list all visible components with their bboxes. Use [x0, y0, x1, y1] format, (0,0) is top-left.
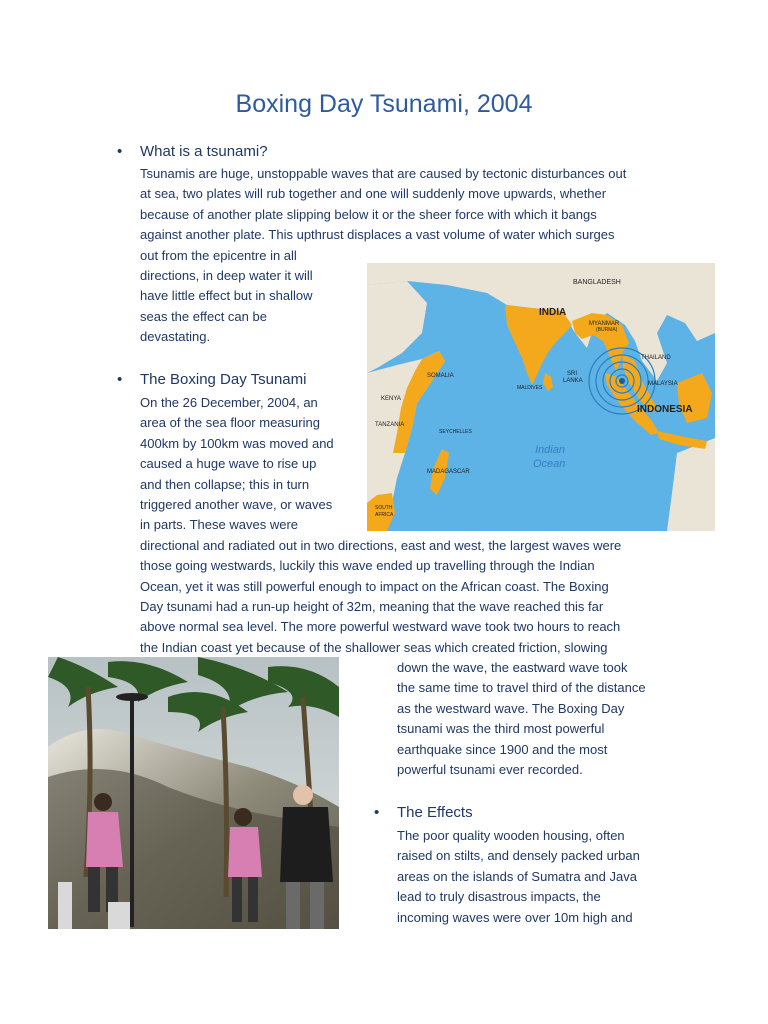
- text-line: caused a huge wave to rise up: [140, 456, 317, 472]
- text-line: the same time to travel third of the distance: [397, 680, 646, 696]
- text-line: seas the effect can be: [140, 308, 267, 324]
- text-line: above normal sea level. The more powerful westward wave took two hours to reach: [140, 619, 621, 635]
- map-label-south-africa-line2: AFRICA: [375, 512, 394, 518]
- bullet-icon: •: [117, 371, 123, 388]
- epicentre-marker: [619, 378, 625, 384]
- text-line: those going westwards, luckily this wave ended up travelling through the Indian: [140, 558, 595, 574]
- map-label-somalia: SOMALIA: [427, 373, 454, 379]
- map-label-myanmar: MYANMAR: [589, 321, 620, 327]
- text-line: at sea, two plates will rub together and one will suddenly move upwards, whether: [140, 186, 607, 202]
- map-label-burma: (BURMA): [596, 327, 618, 333]
- text-line: tsunami was the third most powerful: [397, 721, 605, 737]
- text-line: directions, in deep water it will: [140, 268, 313, 284]
- text-line: because of another plate slipping below it or the sheer force with which it bangs: [140, 206, 597, 222]
- map-label-ocean-line1: Indian: [535, 444, 565, 456]
- text-line: area of the sea floor measuring: [140, 415, 320, 431]
- paragraph-boxing-day-part2: [397, 658, 646, 780]
- map-label-madagascar: MADAGASCAR: [427, 469, 470, 475]
- map-label-sri-lanka-line2: LANKA: [563, 378, 583, 384]
- tsunami-photo: [48, 657, 339, 929]
- map-label-south-africa-line1: SOUTH: [375, 505, 393, 511]
- text-line: raised on stilts, and densely packed urban: [397, 848, 640, 864]
- text-line: against another plate. This upthrust displaces a vast volume of water which surges: [140, 227, 615, 243]
- map-label-bangladesh: BANGLADESH: [573, 279, 621, 286]
- text-line: down the wave, the eastward wave took: [397, 660, 628, 675]
- text-line: lead to truly disastrous impacts, the: [397, 889, 601, 905]
- map-label-tanzania: TANZANIA: [375, 422, 405, 428]
- map-label-maldives: MALDIVES: [517, 385, 543, 391]
- bullet-icon: •: [374, 804, 380, 821]
- text-line: out from the epicentre in all: [140, 247, 297, 263]
- text-line: The poor quality wooden housing, often: [397, 828, 625, 843]
- text-line: triggered another wave, or waves: [140, 497, 333, 513]
- section-heading-effects: [374, 804, 473, 821]
- text-line: devastating.: [140, 329, 211, 345]
- section-heading-what-is-tsunami: [117, 143, 268, 160]
- bullet-icon: •: [117, 143, 123, 160]
- text-line: the Indian coast yet because of the shallower seas which created friction, slowing: [140, 639, 608, 655]
- text-line: as the westward wave. The Boxing Day: [397, 700, 625, 716]
- text-line: have little effect but in shallow: [140, 288, 313, 304]
- map-label-kenya: KENYA: [381, 396, 401, 402]
- text-line: earthquake since 1900 and the most: [397, 741, 608, 757]
- text-line: Tsunamis are huge, unstoppable waves that are caused by tectonic disturbances out: [140, 166, 627, 181]
- text-line: On the 26 December, 2004, an: [140, 395, 318, 410]
- text-line: directional and radiated out in two directions, east and west, the largest waves were: [140, 537, 622, 553]
- map-label-malaysia: MALAYSIA: [648, 381, 678, 387]
- text-line: incoming waves were over 10m high and: [397, 909, 633, 925]
- document-title: Boxing Day Tsunami, 2004: [235, 90, 533, 118]
- text-line: 400km by 100km was moved and: [140, 435, 334, 451]
- paragraph-effects: [397, 826, 640, 928]
- indian-ocean-map: [367, 263, 715, 531]
- text-line: Day tsunami had a run-up height of 32m, meaning that the wave reached this far: [140, 599, 604, 615]
- text-line: powerful tsunami ever recorded.: [397, 762, 583, 778]
- text-line: and then collapse; this in turn: [140, 476, 310, 492]
- heading-text: What is a tsunami?: [140, 143, 268, 160]
- text-line: Ocean, yet it was still powerful enough to impact on the African coast. The Boxing: [140, 578, 609, 594]
- heading-text: The Effects: [397, 804, 473, 821]
- map-label-sri-lanka-line1: SRI: [567, 371, 578, 377]
- text-line: areas on the islands of Sumatra and Java: [397, 868, 637, 884]
- map-label-thailand: THAILAND: [641, 355, 671, 361]
- map-label-india: INDIA: [539, 307, 567, 318]
- map-label-seychelles: SEYCHELLES: [439, 429, 472, 435]
- map-label-ocean-line2: Ocean: [533, 458, 566, 470]
- section-heading-boxing-day: [117, 371, 307, 388]
- heading-text: The Boxing Day Tsunami: [140, 371, 307, 388]
- text-line: in parts. These waves were: [140, 517, 298, 533]
- map-label-indonesia: INDONESIA: [637, 404, 693, 415]
